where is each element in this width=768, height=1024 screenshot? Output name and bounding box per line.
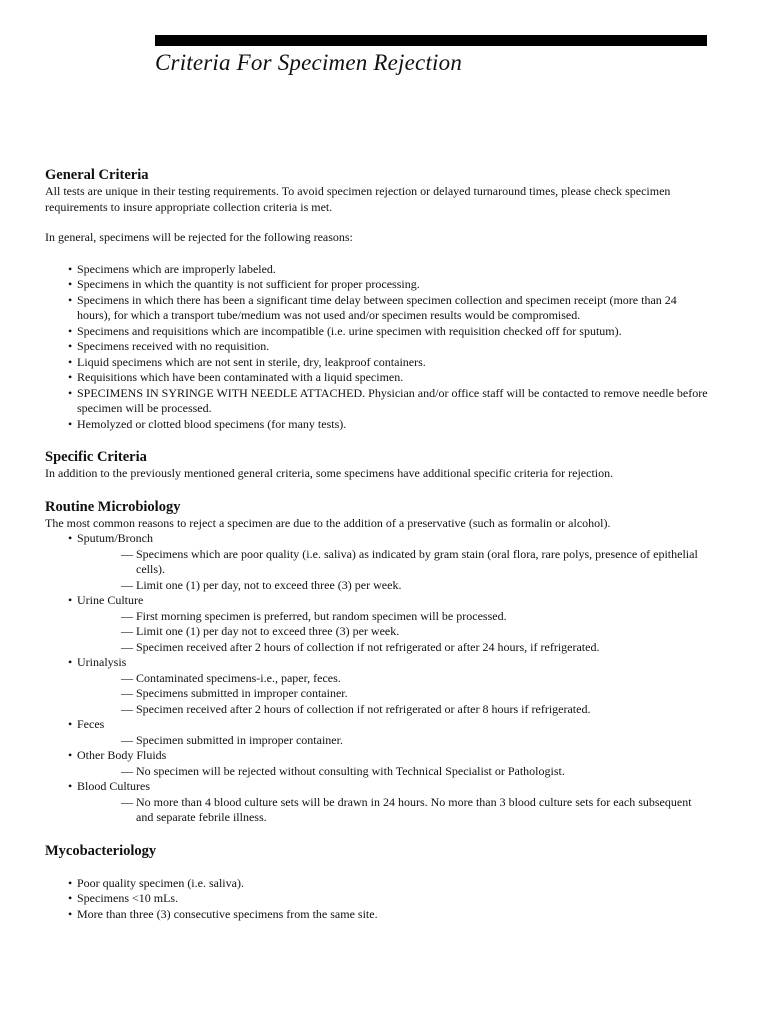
group-label: Sputum/Bronch [77,531,154,545]
microbiology-groups-list [45,531,710,826]
group-label: Blood Cultures [77,779,151,793]
sublist-item: — Specimen received after 2 hours of collection if not refrigerated or after 8 hours if refrigerated. [77,702,710,718]
sublist-item: — Limit one (1) per day, not to exceed three (3) per week. [77,578,710,594]
list-item: • Hemolyzed or clotted blood specimens (for many tests). [45,417,710,433]
page-title: Criteria For Specimen Rejection [155,50,463,75]
mycobacteriology-list [45,876,710,923]
sublist-item: — No specimen will be rejected without consulting with Technical Specialist or Pathologist. [77,764,710,780]
list-item: • Specimens <10 mLs. [45,891,710,907]
sublist-item: — Limit one (1) per day not to exceed three (3) per week. [77,624,710,640]
header-rule [155,35,707,46]
group-label: Urinalysis [77,655,127,669]
group-label: Other Body Fluids [77,748,167,762]
list-item: • Specimens received with no requisition. [45,339,710,355]
sublist-item: — Specimen received after 2 hours of collection if not refrigerated or after 24 hours, if refrigerated. [77,640,710,656]
general-reasons-list [45,262,710,433]
sublist [77,733,710,749]
list-item: • Specimens and requisitions which are incompatible (i.e. urine specimen with requisition checked off for sputum). [45,324,710,340]
list-item: • Requisitions which have been contaminated with a liquid specimen. [45,370,710,386]
sublist-item: — No more than 4 blood culture sets will be drawn in 24 hours. No more than 3 blood culture sets for each subsequent and separate febrile illness. [77,795,710,826]
list-item-blood-cultures [45,779,710,826]
routine-microbiology-section [45,498,710,826]
mycobacteriology-section [45,842,710,923]
list-item: • More than three (3) consecutive specimens from the same site. [45,907,710,923]
list-item-other-body-fluids [45,748,710,779]
specific-criteria-text: In addition to the previously mentioned general criteria, some specimens have additional specific criteria for rejection. [45,466,614,480]
sublist [77,671,710,718]
list-item-feces [45,717,710,748]
sublist [77,795,710,826]
specific-criteria-heading: Specific Criteria [45,449,147,465]
list-item: • Poor quality specimen (i.e. saliva). [45,876,710,892]
routine-microbiology-intro: The most common reasons to reject a specimen are due to the addition of a preservative (such as formalin or alcohol). [45,515,611,530]
sublist-item: — Specimens submitted in improper container. [77,686,710,702]
list-item-urine-culture [45,593,710,655]
sublist [77,547,710,594]
routine-microbiology-heading: Routine Microbiology [45,498,181,515]
document-body [45,166,710,922]
list-item: • Liquid specimens which are not sent in sterile, dry, leakproof containers. [45,355,710,371]
sublist-item: — Contaminated specimens-i.e., paper, feces. [77,671,710,687]
list-item: • SPECIMENS IN SYRINGE WITH NEEDLE ATTACHED. Physician and/or office staff will be contacted to remove needle before specimen will be processed. [45,386,710,417]
mycobacteriology-heading: Mycobacteriology [45,842,157,859]
list-item: • Specimens in which the quantity is not sufficient for proper processing. [45,277,710,293]
general-criteria-heading: General Criteria [45,167,149,183]
list-item: • Specimens in which there has been a significant time delay between specimen collection and specimen receipt (more than 24 hours), for which a transport tube/medium was not used and/or specimen results would be compromised. [45,293,710,324]
specific-criteria-section [45,448,710,482]
group-label: Feces [77,717,105,731]
list-item-urinalysis [45,655,710,717]
sublist [77,764,710,780]
sublist [77,609,710,656]
list-item-sputum-bronch [45,531,710,593]
general-criteria-section [45,166,710,432]
general-lead: In general, specimens will be rejected for the following reasons: [45,230,353,244]
sublist-item: — Specimens which are poor quality (i.e. saliva) as indicated by gram stain (oral flora, rare polys, presence of epithelial cells). [77,547,710,578]
general-intro: All tests are unique in their testing requirements. To avoid specimen rejection or delayed turnaround times, please check specimen requirements to insure appropriate collection criteria is met. [45,184,671,214]
list-item: • Specimens which are improperly labeled. [45,262,710,278]
sublist-item: — Specimen submitted in improper container. [77,733,710,749]
group-label: Urine Culture [77,593,144,607]
sublist-item: — First morning specimen is preferred, but random specimen will be processed. [77,609,710,625]
